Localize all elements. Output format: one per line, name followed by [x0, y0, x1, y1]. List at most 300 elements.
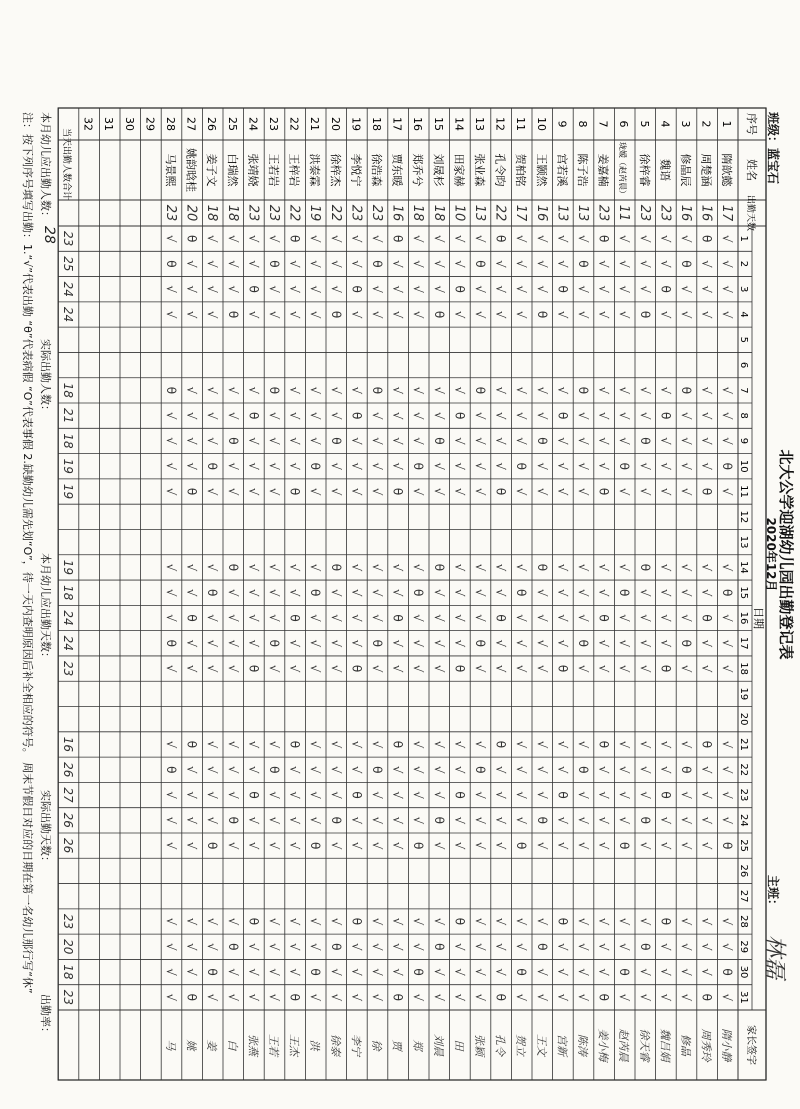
- teacher-signature: 林磊: [762, 935, 787, 980]
- attendance-mark: √: [575, 942, 590, 951]
- attendance-mark: √: [225, 487, 240, 496]
- attendance-mark: √: [637, 639, 652, 648]
- attendance-mark: √: [328, 285, 343, 294]
- attendance-mark: √: [555, 234, 570, 243]
- attendance-mark: √: [369, 993, 384, 1002]
- attendance-mark: √: [575, 411, 590, 420]
- daily-total: 26: [60, 762, 75, 778]
- footer-note-2: 注：按下列序号填写出勤：1.“√”代表出勤 “θ”代表病假 “O”代表事假 2.缺勤幼儿需先划“O”，待一天内查明原因后补全相应的符号。 周末节假日对应的日期在第一名幼儿那行写“休”: [21, 112, 34, 994]
- parent-signature: 张燕: [246, 1034, 260, 1056]
- attendance-mark: √: [596, 437, 611, 445]
- attendance-mark: √: [225, 411, 240, 420]
- attendance-mark: √: [349, 816, 364, 825]
- day-number: 17: [738, 636, 749, 650]
- daily-total: 23: [60, 660, 75, 677]
- attendance-mark: √: [246, 765, 261, 774]
- row-name: 姜子文: [205, 153, 219, 187]
- attendance-mark: √: [205, 816, 220, 825]
- attendance-mark: √: [205, 740, 220, 749]
- attendance-mark: √: [452, 386, 467, 395]
- day-number: 15: [738, 586, 749, 600]
- attendance-mark: √: [369, 411, 384, 420]
- attendance-mark: θ: [514, 968, 529, 976]
- attendance-mark: θ: [431, 437, 446, 445]
- attendance-mark: √: [617, 639, 632, 648]
- attendance-mark: √: [328, 260, 343, 268]
- attendance-mark: √: [617, 411, 632, 420]
- daily-total: 19: [60, 559, 75, 576]
- daily-total: 19: [60, 458, 75, 474]
- day-number: 3: [738, 286, 749, 293]
- attendance-mark: √: [163, 993, 178, 1002]
- attendance-mark: √: [596, 942, 611, 951]
- attendance-mark: √: [431, 285, 446, 294]
- attendance-mark: √: [596, 917, 611, 926]
- attendance-mark: √: [328, 411, 343, 420]
- attendance-mark: √: [390, 664, 405, 673]
- attendance-mark: √: [184, 260, 199, 268]
- row-name: 王梓岩: [287, 153, 301, 187]
- row-seq: 1: [720, 120, 734, 128]
- attendance-mark: √: [699, 791, 714, 799]
- attendance-mark: θ: [555, 664, 570, 673]
- attendance-mark: √: [205, 285, 220, 294]
- attendance-mark: θ: [472, 766, 487, 774]
- attendance-mark: θ: [390, 740, 405, 749]
- attendance-mark: √: [369, 437, 384, 445]
- attendance-mark: √: [266, 816, 281, 825]
- attendance-mark: √: [266, 664, 281, 673]
- attendance-mark: √: [678, 942, 693, 951]
- attendance-mark: √: [225, 917, 240, 926]
- attendance-mark: √: [287, 841, 302, 850]
- attendance-mark: √: [328, 462, 343, 471]
- attendance-mark: √: [637, 462, 652, 471]
- attendance-mark: √: [617, 260, 632, 268]
- attendance-mark: √: [163, 462, 178, 471]
- attendance-mark: θ: [205, 462, 220, 470]
- attendance-mark: √: [184, 563, 199, 572]
- attendance-mark: √: [225, 740, 240, 749]
- attendance-mark: √: [184, 942, 199, 951]
- row-name: 王若岩: [266, 153, 280, 187]
- attendance-mark: θ: [555, 791, 570, 799]
- attendance-mark: √: [205, 487, 220, 496]
- attendance-mark: θ: [514, 841, 529, 850]
- attendance-mark: √: [555, 588, 570, 597]
- attendance-mark: √: [514, 386, 529, 395]
- row-days: 23: [636, 204, 652, 222]
- attendance-mark: √: [287, 386, 302, 395]
- parent-signature: 王杰: [287, 1034, 301, 1056]
- attendance-mark: √: [163, 588, 178, 597]
- row-days: 13: [471, 204, 487, 222]
- attendance-mark: √: [452, 816, 467, 825]
- attendance-mark: √: [637, 411, 652, 420]
- row-seq: 30: [122, 117, 136, 131]
- daily-total: 26: [60, 812, 75, 828]
- day-number: 12: [738, 510, 749, 524]
- attendance-mark: √: [287, 462, 302, 471]
- attendance-mark: √: [555, 841, 570, 850]
- attendance-mark: θ: [246, 917, 261, 926]
- row-days: 22: [492, 204, 508, 222]
- attendance-mark: θ: [266, 639, 281, 647]
- attendance-mark: √: [534, 664, 549, 673]
- attendance-mark: θ: [596, 740, 611, 749]
- row-seq: 17: [390, 117, 404, 131]
- attendance-mark: √: [287, 791, 302, 799]
- attendance-mark: √: [308, 563, 323, 572]
- attendance-mark: √: [658, 234, 673, 243]
- attendance-mark: θ: [699, 487, 714, 496]
- attendance-mark: √: [617, 310, 632, 319]
- attendance-mark: √: [349, 942, 364, 951]
- row-days: 18: [430, 204, 446, 222]
- attendance-mark: √: [349, 740, 364, 749]
- attendance-mark: √: [658, 639, 673, 648]
- attendance-mark: θ: [658, 285, 673, 293]
- attendance-mark: √: [287, 437, 302, 445]
- attendance-mark: √: [678, 285, 693, 294]
- attendance-mark: θ: [637, 563, 652, 572]
- attendance-mark: √: [431, 234, 446, 243]
- attendance-mark: √: [596, 639, 611, 648]
- attendance-mark: √: [246, 260, 261, 268]
- row-days: 18: [204, 204, 220, 222]
- row-seq: 23: [266, 117, 280, 131]
- attendance-mark: √: [246, 968, 261, 976]
- attendance-mark: θ: [287, 614, 302, 622]
- row-days: 22: [327, 204, 343, 222]
- attendance-mark: √: [390, 260, 405, 268]
- attendance-mark: θ: [266, 766, 281, 774]
- expected-days-label: 本月幼儿应出勤天数：: [39, 553, 52, 663]
- row-seq: 15: [431, 117, 445, 131]
- row-days: 23: [245, 204, 261, 222]
- parent-signature: 李宁: [349, 1034, 363, 1056]
- row-seq: 19: [349, 117, 363, 131]
- attendance-mark: √: [699, 462, 714, 471]
- attendance-mark: √: [369, 917, 384, 926]
- row-days: 17: [513, 204, 529, 222]
- attendance-mark: √: [472, 563, 487, 572]
- row-seq: 7: [596, 120, 610, 128]
- attendance-mark: √: [163, 816, 178, 825]
- attendance-mark: θ: [637, 943, 652, 951]
- attendance-mark: √: [534, 639, 549, 648]
- attendance-mark: √: [452, 942, 467, 951]
- attendance-mark: √: [637, 487, 652, 496]
- attendance-mark: √: [184, 841, 199, 850]
- day-number: 18: [738, 662, 749, 675]
- attendance-mark: √: [308, 411, 323, 420]
- attendance-mark: √: [493, 386, 508, 395]
- attendance-mark: √: [617, 437, 632, 445]
- attendance-mark: √: [678, 841, 693, 850]
- attendance-mark: √: [575, 437, 590, 445]
- row-days: 11: [616, 204, 632, 222]
- attendance-mark: √: [308, 942, 323, 951]
- row-name: 魏语: [658, 159, 672, 181]
- row-name: 珑嫒（赵芮晨）: [618, 142, 628, 198]
- attendance-mark: √: [472, 841, 487, 850]
- attendance-mark: θ: [472, 260, 487, 268]
- attendance-mark: √: [163, 437, 178, 445]
- daily-total: 23: [60, 913, 75, 930]
- attendance-mark: √: [720, 765, 735, 774]
- attendance-mark: √: [452, 487, 467, 496]
- day-number: 5: [738, 336, 749, 343]
- attendance-mark: √: [246, 310, 261, 319]
- attendance-mark: √: [699, 411, 714, 420]
- attendance-mark: √: [431, 740, 446, 749]
- attendance-mark: √: [720, 791, 735, 799]
- attendance-mark: √: [431, 588, 446, 597]
- attendance-mark: θ: [287, 487, 302, 496]
- attendance-mark: √: [575, 917, 590, 926]
- attendance-mark: √: [637, 791, 652, 799]
- attendance-mark: √: [720, 310, 735, 319]
- attendance-mark: √: [246, 437, 261, 445]
- row-name: 姜嘉楠: [596, 153, 610, 187]
- row-name: 王颢然: [534, 153, 548, 187]
- attendance-mark: √: [596, 588, 611, 597]
- attendance-mark: θ: [163, 639, 178, 647]
- expected-children-value: 28: [41, 226, 57, 244]
- day-number: 8: [738, 412, 749, 419]
- attendance-mark: √: [205, 917, 220, 926]
- parent-signature: 白: [225, 1039, 239, 1051]
- parent-signature: 马: [163, 1039, 177, 1051]
- attendance-mark: θ: [184, 740, 199, 749]
- parent-signature: 魏吕娟: [658, 1028, 672, 1062]
- attendance-mark: √: [225, 639, 240, 648]
- attendance-mark: √: [534, 841, 549, 850]
- attendance-mark: θ: [720, 589, 735, 597]
- attendance-mark: √: [575, 968, 590, 976]
- attendance-mark: √: [637, 664, 652, 673]
- attendance-mark: √: [431, 386, 446, 395]
- attendance-mark: √: [514, 614, 529, 622]
- attendance-mark: √: [328, 791, 343, 799]
- attendance-mark: √: [720, 639, 735, 648]
- attendance-mark: √: [431, 917, 446, 926]
- attendance-mark: θ: [349, 664, 364, 673]
- attendance-mark: √: [287, 310, 302, 319]
- attendance-mark: θ: [493, 740, 508, 749]
- attendance-mark: √: [225, 791, 240, 799]
- attendance-mark: √: [678, 614, 693, 622]
- daily-total: 24: [60, 306, 75, 323]
- attendance-mark: √: [184, 437, 199, 445]
- attendance-mark: √: [308, 260, 323, 268]
- attendance-mark: θ: [678, 639, 693, 647]
- parent-signature: 徐天睿: [637, 1028, 651, 1062]
- attendance-mark: √: [205, 791, 220, 799]
- attendance-mark: √: [452, 437, 467, 445]
- attendance-mark: √: [205, 437, 220, 445]
- attendance-mark: √: [493, 841, 508, 850]
- attendance-mark: √: [328, 740, 343, 749]
- row-days: 19: [307, 204, 323, 222]
- attendance-mark: √: [349, 968, 364, 976]
- attendance-mark: √: [266, 968, 281, 976]
- attendance-mark: √: [493, 968, 508, 976]
- attendance-mark: θ: [699, 740, 714, 749]
- attendance-mark: √: [452, 563, 467, 572]
- attendance-mark: θ: [163, 260, 178, 268]
- attendance-mark: θ: [225, 816, 240, 824]
- attendance-mark: θ: [452, 285, 467, 293]
- attendance-mark: √: [534, 285, 549, 294]
- attendance-mark: √: [514, 639, 529, 648]
- attendance-mark: √: [411, 765, 426, 774]
- attendance-mark: θ: [308, 841, 323, 850]
- row-seq: 21: [308, 117, 322, 131]
- attendance-mark: √: [493, 260, 508, 268]
- attendance-mark: θ: [287, 234, 302, 243]
- attendance-mark: √: [225, 968, 240, 976]
- day-number: 30: [738, 965, 749, 979]
- attendance-mark: √: [514, 260, 529, 268]
- attendance-mark: √: [184, 968, 199, 976]
- parent-signature: 田: [452, 1039, 466, 1051]
- attendance-mark: √: [658, 993, 673, 1002]
- parent-signature: 贺立: [514, 1034, 528, 1056]
- attendance-mark: √: [369, 310, 384, 319]
- attendance-mark: √: [287, 639, 302, 648]
- attendance-mark: θ: [472, 386, 487, 395]
- day-number: 13: [738, 535, 749, 549]
- attendance-mark: √: [308, 285, 323, 294]
- attendance-mark: √: [514, 310, 529, 319]
- day-number: 29: [738, 940, 749, 954]
- attendance-mark: √: [493, 816, 508, 825]
- attendance-mark: θ: [287, 993, 302, 1002]
- attendance-mark: √: [163, 487, 178, 496]
- attendance-mark: √: [678, 917, 693, 926]
- parent-signature: 刘晨: [431, 1034, 445, 1056]
- attendance-mark: √: [266, 993, 281, 1002]
- attendance-mark: θ: [596, 487, 611, 496]
- attendance-mark: √: [658, 740, 673, 749]
- attendance-mark: √: [369, 841, 384, 850]
- row-name: 隋歆懿: [720, 153, 734, 187]
- attendance-mark: √: [390, 841, 405, 850]
- attendance-mark: √: [699, 664, 714, 673]
- attendance-mark: √: [308, 765, 323, 774]
- attendance-mark: θ: [266, 260, 281, 268]
- attendance-mark: √: [266, 437, 281, 445]
- attendance-mark: √: [555, 740, 570, 749]
- attendance-mark: √: [349, 765, 364, 774]
- attendance-mark: √: [246, 563, 261, 572]
- attendance-mark: √: [493, 664, 508, 673]
- row-name: 孔令昀: [493, 153, 507, 187]
- attendance-mark: θ: [431, 816, 446, 824]
- attendance-mark: √: [287, 942, 302, 951]
- attendance-mark: √: [575, 285, 590, 294]
- day-number: 31: [738, 990, 749, 1004]
- row-days: 23: [657, 204, 673, 222]
- attendance-mark: √: [369, 968, 384, 976]
- attendance-mark: √: [534, 968, 549, 976]
- attendance-mark: √: [575, 462, 590, 471]
- attendance-mark: √: [720, 234, 735, 243]
- daily-total: 18: [60, 382, 75, 399]
- row-seq: 3: [678, 120, 692, 128]
- day-number: 2: [738, 260, 749, 268]
- attendance-mark: √: [163, 614, 178, 622]
- attendance-mark: √: [163, 917, 178, 926]
- attendance-mark: √: [720, 437, 735, 445]
- attendance-mark: √: [472, 917, 487, 926]
- attendance-mark: √: [431, 993, 446, 1002]
- row-seq: 12: [493, 117, 507, 131]
- attendance-mark: √: [246, 614, 261, 622]
- row-days: 13: [574, 204, 590, 222]
- attendance-mark: √: [555, 462, 570, 471]
- row-name: 徐梓杰: [328, 153, 342, 187]
- attendance-mark: √: [555, 765, 570, 774]
- attendance-mark: √: [287, 260, 302, 268]
- attendance-mark: θ: [555, 917, 570, 926]
- attendance-mark: √: [390, 386, 405, 395]
- attendance-mark: √: [205, 664, 220, 673]
- attendance-mark: √: [699, 942, 714, 951]
- attendance-mark: √: [534, 260, 549, 268]
- daily-total: 23: [60, 989, 75, 1005]
- day-number: 14: [738, 561, 749, 574]
- attendance-mark: θ: [720, 841, 735, 850]
- sheet-title: 北大公学迎湖幼儿园出勤登记表: [777, 449, 795, 660]
- attendance-mark: √: [225, 664, 240, 673]
- attendance-mark: θ: [390, 234, 405, 243]
- attendance-mark: θ: [596, 234, 611, 243]
- attendance-mark: √: [720, 740, 735, 749]
- attendance-mark: √: [225, 285, 240, 294]
- attendance-mark: θ: [246, 791, 261, 799]
- attendance-mark: √: [514, 487, 529, 496]
- attendance-mark: θ: [308, 589, 323, 597]
- attendance-mark: √: [678, 588, 693, 597]
- attendance-mark: √: [369, 791, 384, 799]
- row-seq: 11: [514, 117, 528, 131]
- attendance-mark: √: [411, 791, 426, 799]
- attendance-mark: √: [163, 740, 178, 749]
- row-seq: 20: [328, 117, 342, 131]
- attendance-mark: √: [390, 462, 405, 471]
- row-seq: 4: [658, 120, 672, 128]
- attendance-mark: √: [266, 917, 281, 926]
- attendance-mark: √: [720, 260, 735, 268]
- attendance-mark: θ: [658, 917, 673, 926]
- attendance-mark: √: [637, 841, 652, 850]
- attendance-mark: √: [452, 639, 467, 648]
- attendance-mark: √: [184, 386, 199, 395]
- attendance-mark: θ: [328, 437, 343, 445]
- attendance-mark: √: [308, 386, 323, 395]
- attendance-mark: √: [287, 968, 302, 976]
- attendance-mark: √: [266, 942, 281, 951]
- attendance-mark: √: [678, 437, 693, 445]
- attendance-mark: √: [266, 462, 281, 471]
- row-seq: 31: [102, 117, 116, 131]
- attendance-mark: √: [328, 664, 343, 673]
- row-seq: 28: [163, 117, 177, 131]
- day-number: 1: [738, 235, 749, 242]
